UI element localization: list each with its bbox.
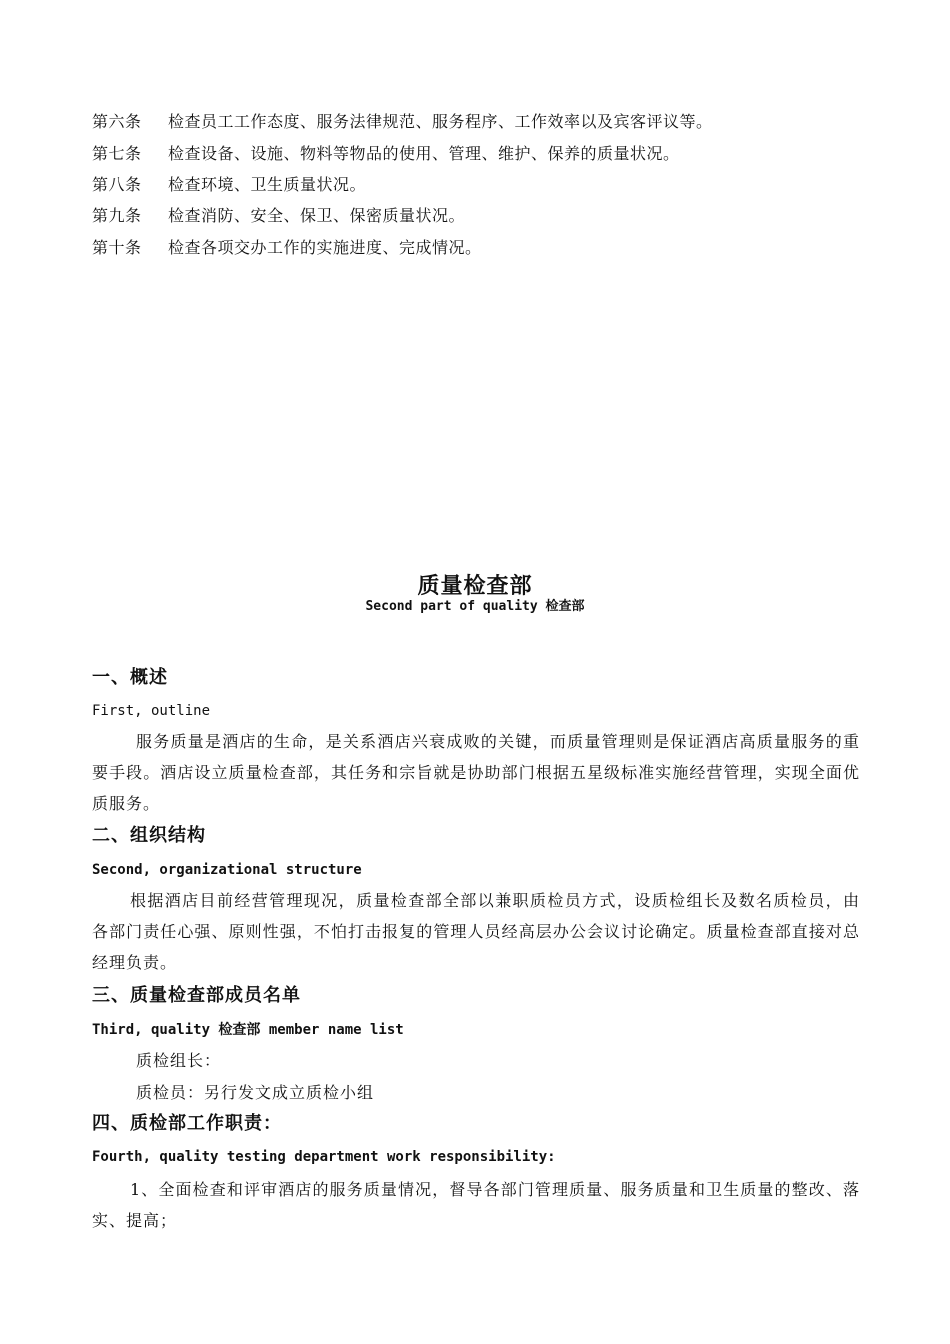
article-number: 第八条 (92, 175, 142, 194)
section-english-structure: Second, organizational structure (92, 862, 362, 878)
section-heading-members: 三、质量检查部成员名单 (92, 985, 301, 1006)
article-number: 第七条 (92, 144, 142, 163)
section-paragraph-overview: 服务质量是酒店的生命，是关系酒店兴衰成败的关键，而质量管理则是保证酒店高质量服务的重要手段。酒店设立质量检查部，其任务和宗旨就是协助部门根据五星级标准实施经营管理，实现全面优质服务。 (92, 732, 860, 813)
article-8 (92, 174, 366, 196)
article-text: 检查环境、卫生质量状况。 (168, 175, 367, 194)
article-text: 检查员工工作态度、服务法律规范、服务程序、工作效率以及宾客评议等。 (168, 112, 713, 131)
article-6 (92, 111, 713, 133)
section-heading-duties: 四、质检部工作职责： (92, 1113, 282, 1134)
page-subtitle: Second part of quality 检查部 (365, 599, 585, 614)
qc-leader-line: 质检组长： (136, 1051, 222, 1070)
section-paragraph-duties: 1、全面检查和评审酒店的服务质量情况，督导各部门管理质量、服务质量和卫生质量的整改、落实、提高； (92, 1180, 860, 1230)
article-number: 第九条 (92, 206, 142, 225)
section-english-duties: Fourth, quality testing department work responsibility: (92, 1149, 556, 1165)
article-text: 检查各项交办工作的实施进度、完成情况。 (168, 238, 482, 257)
article-number: 第十条 (92, 238, 142, 257)
section-heading-structure: 二、组织结构 (92, 825, 206, 846)
article-9 (92, 205, 465, 227)
article-number: 第六条 (92, 112, 142, 131)
section-english-members: Third, quality 检查部 member name list (92, 1022, 404, 1038)
page-title: 质量检查部 (417, 573, 533, 599)
article-text: 检查消防、安全、保卫、保密质量状况。 (168, 206, 466, 225)
qc-members-line: 质检员：另行发文成立质检小组 (136, 1083, 375, 1102)
section-paragraph-structure: 根据酒店目前经营管理现况，质量检查部全部以兼职质检员方式，设质检组长及数名质检员，由各部门责任心强、原则性强，不怕打击报复的管理人员经高层办公会议讨论确定。质量检查部直接对总经理负责。 (92, 891, 860, 972)
article-10 (92, 237, 482, 259)
section-heading-overview: 一、概述 (92, 667, 168, 688)
section-english-overview: First, outline (92, 703, 211, 719)
article-7 (92, 143, 680, 165)
article-text: 检查设备、设施、物料等物品的使用、管理、维护、保养的质量状况。 (168, 144, 680, 163)
